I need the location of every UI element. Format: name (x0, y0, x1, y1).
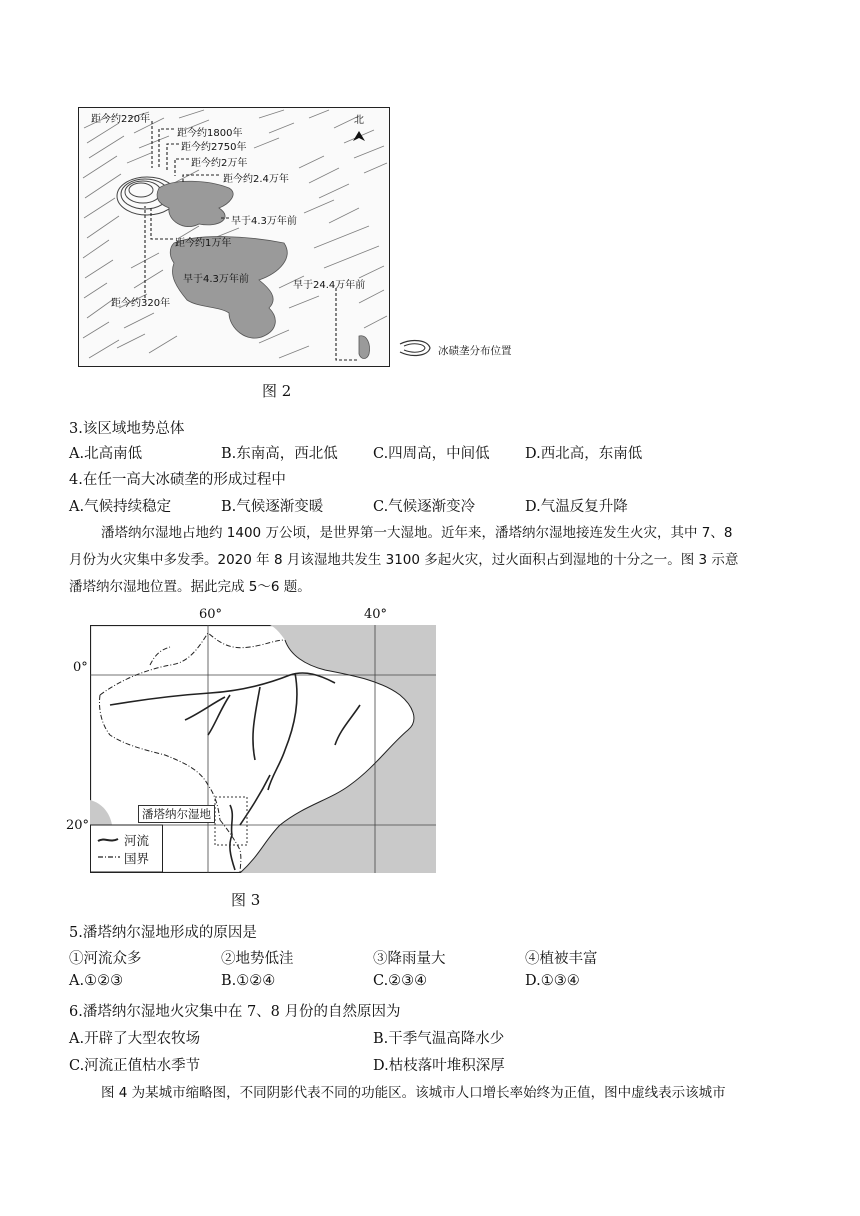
q5-option-c: C.②③④ (373, 973, 428, 989)
north-arrow (352, 111, 366, 145)
q4-option-b: B.气候逐渐变暖 (221, 499, 324, 515)
north-label: 北 (354, 115, 364, 126)
q3-option-b: B.东南高，西北低 (221, 446, 338, 462)
q4-option-c: C.气候逐渐变冷 (373, 499, 476, 515)
lat-20-label: 20° (66, 818, 90, 833)
q3-option-a: A.北高南低 (69, 446, 143, 462)
label-320: 距今约320年 (111, 298, 171, 309)
q6-option-c: C.河流正值枯水季节 (69, 1058, 201, 1074)
passage-line-3: 潘塔纳尔湿地位置。据此完成 5～6 题。 (69, 579, 311, 595)
q3-stem: 3.该区域地势总体 (69, 421, 185, 437)
label-220: 距今约220年 (91, 114, 151, 125)
label-2750: 距今约2750年 (181, 142, 247, 153)
q5-stem: 5.潘塔纳尔湿地形成的原因是 (69, 925, 257, 941)
q4-option-d: D.气温反复升降 (525, 499, 628, 515)
q6-stem: 6.潘塔纳尔湿地火灾集中在 7、8 月份的自然原因为 (69, 1004, 401, 1020)
q5-item-3: ③降雨量大 (373, 951, 446, 967)
label-43k-upper: 早于4.3万年前 (231, 216, 297, 227)
label-43k-lower: 早于4.3万年前 (183, 274, 249, 285)
lon-60-label: 60° (199, 607, 223, 622)
q3-option-c: C.四周高，中间低 (373, 446, 490, 462)
figure-2-caption: 图 2 (262, 382, 292, 400)
q7-intro-line: 图 4 为某城市缩略图，不同阴影代表不同的功能区。该城市人口增长率始终为正值，图中虚线表示该城市 (101, 1085, 726, 1101)
lon-40-label: 40° (364, 607, 388, 622)
lat-0-label: 0° (73, 660, 88, 675)
passage-line-1: 潘塔纳尔湿地占地约 1400 万公顷，是世界第一大湿地。近年来，潘塔纳尔湿地接连发生火灾，其中 7、8 (101, 525, 733, 541)
figure-3-caption: 图 3 (231, 891, 261, 909)
q4-stem: 4.在任一高大冰碛垄的形成过程中 (69, 472, 286, 488)
q5-option-a: A.①②③ (69, 973, 124, 989)
q6-option-b: B.干季气温高降水少 (373, 1031, 505, 1047)
legend-river-label: 河流 (124, 833, 150, 848)
figure-2-map (78, 107, 390, 367)
q5-item-2: ②地势低洼 (221, 951, 294, 967)
q4-option-a: A.气候持续稳定 (69, 499, 172, 515)
label-10k: 距今约1万年 (175, 238, 232, 249)
label-20k: 距今约2万年 (191, 158, 248, 169)
q6-option-a: A.开辟了大型农牧场 (69, 1031, 201, 1047)
q5-item-1: ①河流众多 (69, 951, 142, 967)
passage-line-2: 月份为火灾集中多发季。2020 年 8 月该湿地共发生 3100 多起火灾，过火面积占到湿地的十分之一。图 3 示意 (69, 552, 739, 568)
q5-item-4: ④植被丰富 (525, 951, 598, 967)
wetland-label: 潘塔纳尔湿地 (138, 805, 215, 823)
legend-moraine-label: 冰碛垄分布位置 (438, 345, 512, 357)
q5-option-b: B.①②④ (221, 973, 276, 989)
q5-option-d: D.①③④ (525, 973, 580, 989)
figure-3-map (90, 625, 436, 873)
label-244k: 早于24.4万年前 (293, 280, 366, 291)
legend-border-label: 国界 (124, 851, 150, 866)
label-24k: 距今约2.4万年 (223, 174, 289, 185)
q6-option-d: D.枯枝落叶堆积深厚 (373, 1058, 505, 1074)
north-arrow-icon (352, 131, 366, 141)
figure-2-legend (398, 338, 512, 362)
moraine-legend-icon (398, 338, 432, 358)
label-1800: 距今约1800年 (177, 128, 243, 139)
q3-option-d: D.西北高，东南低 (525, 446, 643, 462)
